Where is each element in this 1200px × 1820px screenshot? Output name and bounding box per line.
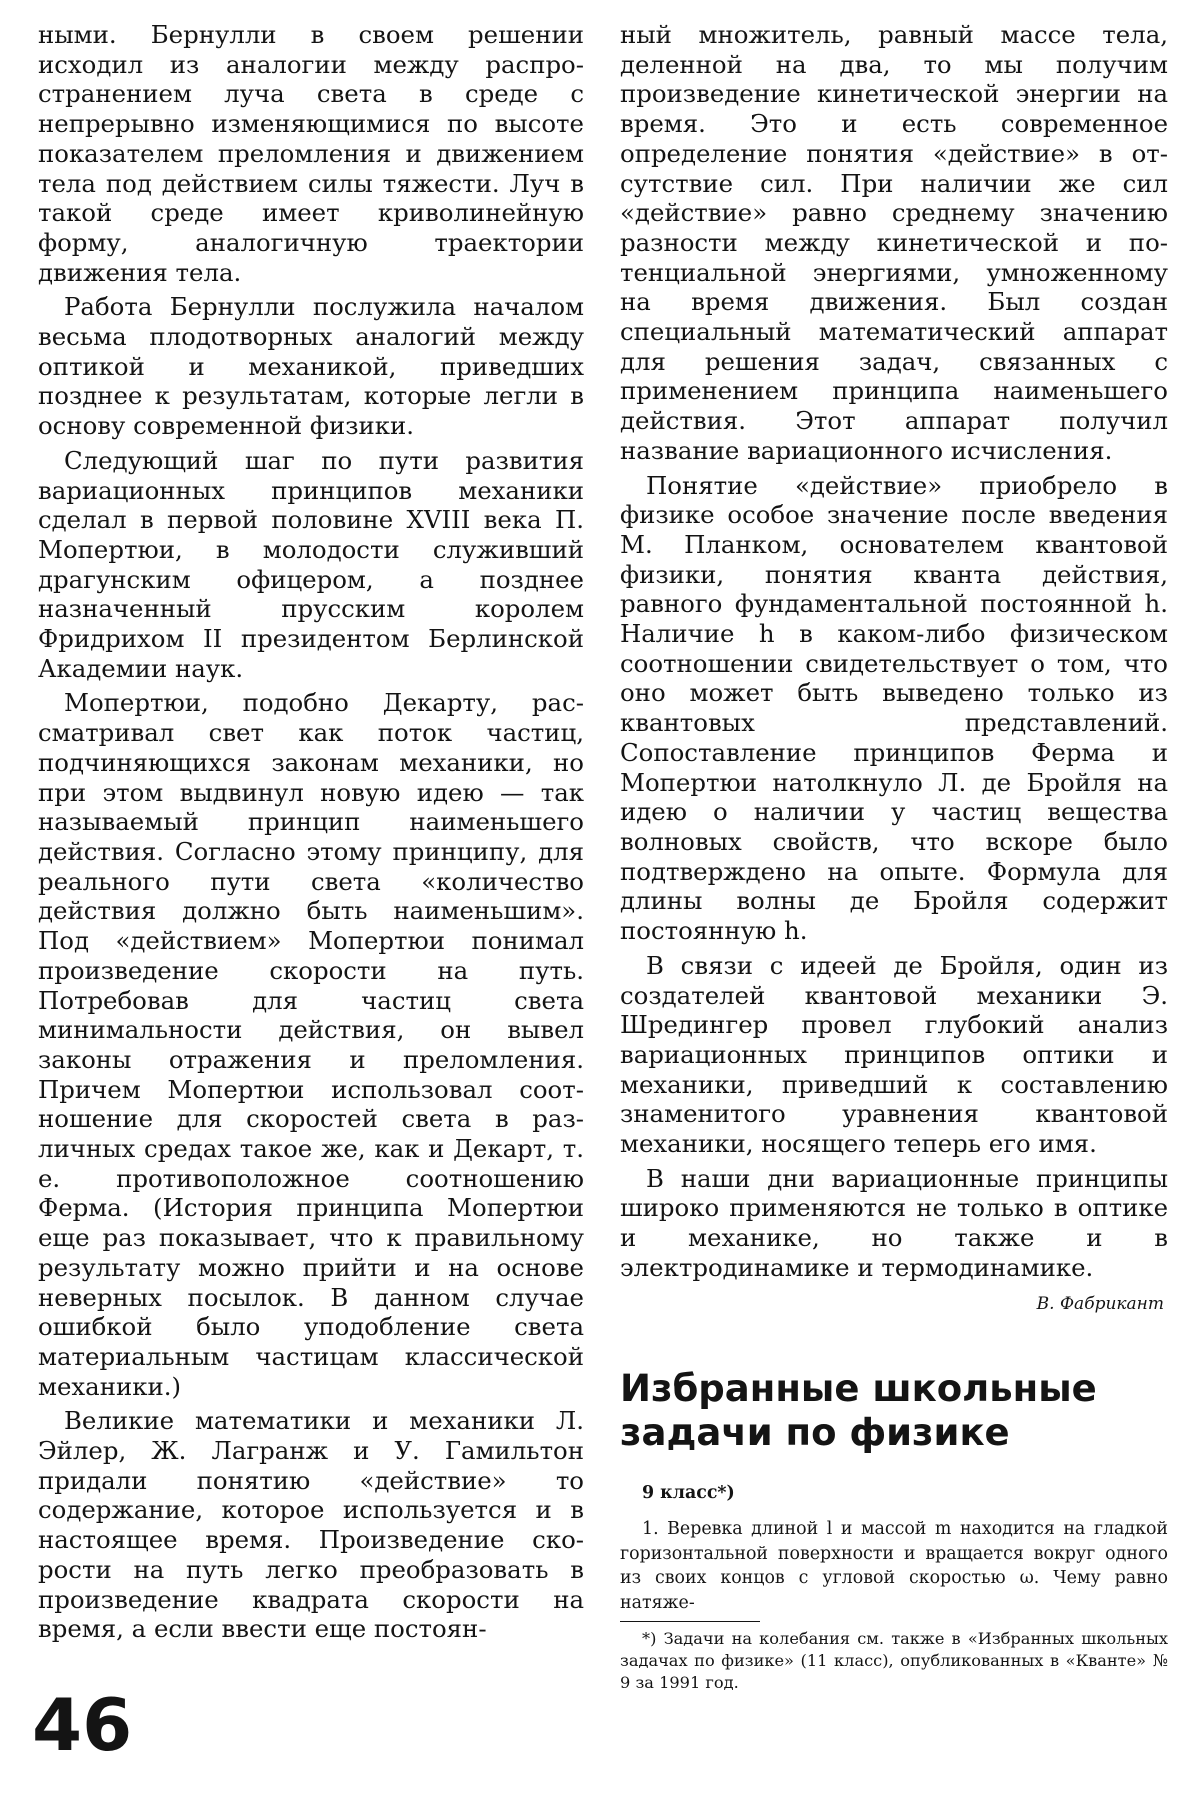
paragraph: В связи с идеей де Бройля, один из создателей квантовой механики Э. Шредингер провел глубокий анализ вариационных принципов оптики и механики, приведший к составлению знаменитого уравнения квантовой механики, носящего теперь его имя.: [620, 950, 1168, 1159]
page-number: 46: [32, 1683, 133, 1767]
right-column: [620, 20, 1168, 1694]
problem-item: 1. Веревка длиной l и массой m находится на гладкой горизонтальной поверхности и вращается вокруг одного из своих концов с угловой скоростью ω. Чему равно натяже-: [620, 1519, 1168, 1613]
paragraph: Понятие «действие» приобрело в физике особое значение после введения М. Планком, основателем квантовой физики, понятия кванта действия, равного фундаментальной постоянной h. Наличие h в каком-либо физическом соотношении свидетельствует о том, что оно может быть выведено только из квантовых представлений. Сопоставление принципов Ферма и Мопертюи натолкнуло Л. де Бройля на идею о наличии у частиц вещества волновых свойств, что вскоре было подтверждено на опыте. Формула для длины волны де Бройля содержит постоянную h.: [620, 470, 1168, 946]
author-signature: В. Фабрикант: [1036, 1293, 1164, 1314]
paragraph: Следующий шаг по пути развития вариационных принципов механики сделал в первой половине XVIII века П. Мопертюи, в молодости служивший драгунским офицером, а позднее назначенный прусским королем Фридрихом II президентом Берлинской Академии наук.: [38, 445, 584, 683]
paragraph: Работа Бернулли послужила началом весьма плодотворных аналогий между оптикой и механикой, приведших позднее к результатам, которые легли в основу современной физики.: [38, 292, 584, 441]
grade-label: 9 класс*): [642, 1482, 735, 1503]
paragraph: В наши дни вариационные принципы широко применяются не только в оптике и механике, но также и в электродинамике и термодинамике.: [620, 1163, 1168, 1282]
paragraph: ный множитель, равный массе тела, деленной на два, то мы получим произведение кинетической энергии на время. Это и есть современное определение понятия «действие» в отсутствие сил. При наличии же сил «действие» равно среднему значению разности между кинетической и потенциальной энергиями, умноженному на время движения. Был создан специальный математический аппарат для решения задач, связанных с применением принципа наименьшего действия. Этот аппарат получил название вариационного исчисления.: [620, 20, 1168, 465]
footnote-divider: [620, 1621, 760, 1622]
section-heading: Избранные школьные задачи по физике: [620, 1366, 1097, 1454]
left-column: [38, 20, 584, 1649]
paragraph: ными. Бернулли в своем решении исходил из аналогии между распространением луча света в среде с непрерывно изменяющимися по высоте показателем преломления и движением тела под действием силы тяжести. Луч в такой среде имеет криволинейную форму, аналогичную траектории движения тела.: [38, 20, 584, 287]
footnote: *) Задачи на колебания см. также в «Избранных школьных задачах по физике» (11 класс), опубликованных в «Кванте» № 9 за 1991 год.: [620, 1629, 1168, 1693]
paragraph: Мопертюи, подобно Декарту, рассматривал свет как поток частиц, подчиняющихся законам механики, но при этом выдвинул новую идею — так называемый принцип наименьшего действия. Согласно этому принципу, для реального пути света «количество действия должно быть наименьшим». Под «действием» Мопертюи понимал произведение скорости на путь. Потребовав для частиц света минимальности действия, он вывел законы отражения и преломления. Причем Мопертюи использовал соотношение для скоростей света в различных средах такое же, как и Декарт, т. е. противоположное соотношению Ферма. (История принципа Мопертюи еще раз показывает, что к правильному результату можно прийти и на основе неверных посылок. В данном случае ошибкой было уподобление света материальным частицам классической механики.): [38, 688, 584, 1401]
paragraph: Великие математики и механики Л. Эйлер, Ж. Лагранж и У. Гамильтон придали понятию «действие» то содержание, которое используется и в настоящее время. Произведение скорости на путь легко преобразовать в произведение квадрата скорости на время, а если ввести еще постоян-: [38, 1406, 584, 1644]
